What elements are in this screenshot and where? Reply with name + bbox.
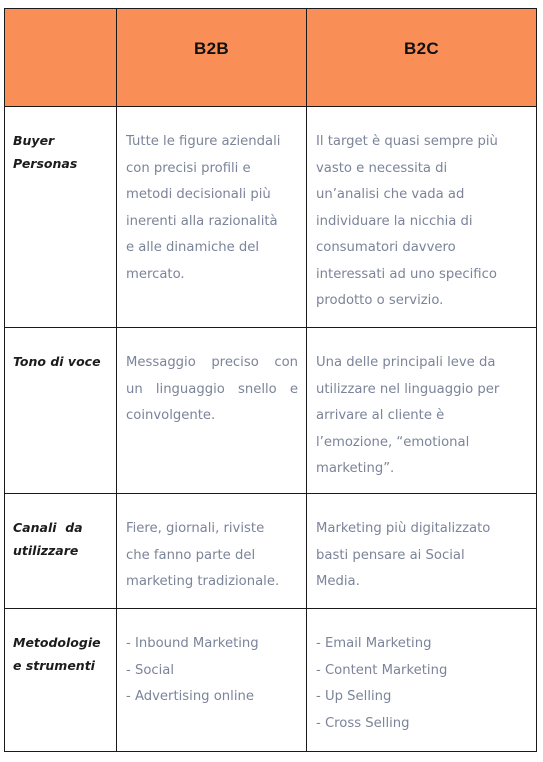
table-row-canali xyxy=(5,494,537,609)
cell-b2c-metodologie xyxy=(307,609,537,752)
cell-b2b-buyer-personas xyxy=(117,107,307,328)
cell-line: marketing tradizionale. xyxy=(126,574,280,589)
cell-b2b-tono-di-voce xyxy=(117,328,307,494)
cell-line: che fanno parte del xyxy=(126,547,256,563)
b2b-b2c-comparison-table xyxy=(4,8,537,752)
table-row-metodologie xyxy=(5,609,537,752)
cell-line: - Up Selling xyxy=(316,689,392,704)
cell-line: metodi decisionali più xyxy=(126,187,271,202)
cell-line: Il target è quasi sempre più xyxy=(316,134,498,149)
cell-line: - Email Marketing xyxy=(316,636,432,651)
cell-b2c-canali xyxy=(307,494,537,609)
cell-line: Tutte le figure aziendali xyxy=(126,134,281,149)
cell-line: - Advertising online xyxy=(126,689,254,704)
cell-line: individuare la nicchia di xyxy=(316,213,473,229)
row-label-line: utilizzare xyxy=(13,543,79,558)
cell-b2b-metodologie xyxy=(117,609,307,752)
header-b2b: B2B xyxy=(194,39,229,58)
row-label-metodologie xyxy=(5,609,117,752)
cell-line: marketing”. xyxy=(316,461,395,476)
cell-line: vasto e necessita di xyxy=(316,160,448,176)
table-row-tono-di-voce xyxy=(5,328,537,494)
header-empty-cell xyxy=(5,9,117,107)
row-label-line: Tono di voce xyxy=(13,354,101,369)
header-b2b-cell xyxy=(117,9,307,107)
cell-line: e alle dinamiche del xyxy=(126,240,260,255)
cell-line: prodotto o servizio. xyxy=(316,293,444,308)
cell-line: - Content Marketing xyxy=(316,662,448,678)
table-row-buyer-personas xyxy=(5,107,537,328)
cell-line: l’emozione, “emotional xyxy=(316,434,470,450)
cell-b2c-tono-di-voce xyxy=(307,328,537,494)
cell-line: basti pensare ai Social xyxy=(316,547,465,563)
cell-line: Una delle principali leve da xyxy=(316,355,496,370)
header-b2c: B2C xyxy=(404,39,439,58)
cell-line: utilizzare nel linguaggio per xyxy=(316,381,500,397)
cell-line: un linguaggio snello e xyxy=(126,381,298,397)
row-label-canali xyxy=(5,494,117,609)
header-row xyxy=(5,9,537,107)
cell-line: interessati ad uno specifico xyxy=(316,266,497,282)
cell-line: Fiere, giornali, riviste xyxy=(126,521,265,536)
cell-line: - Inbound Marketing xyxy=(126,636,259,651)
cell-line: Marketing più digitalizzato xyxy=(316,521,491,536)
row-label-line: e strumenti xyxy=(13,658,95,673)
cell-line: inerenti alla razionalità xyxy=(126,213,278,229)
header-b2c-cell xyxy=(307,9,537,107)
cell-line: coinvolgente. xyxy=(126,408,216,423)
cell-line: consumatori davvero xyxy=(316,240,456,255)
cell-line: Messaggio preciso con xyxy=(126,355,298,370)
cell-line: - Cross Selling xyxy=(316,715,410,731)
row-label-line: Metodologie xyxy=(13,635,101,650)
row-label-buyer-personas xyxy=(5,107,117,328)
cell-line: - Social xyxy=(126,662,175,678)
cell-line: Media. xyxy=(316,574,360,589)
row-label-line: Canali da xyxy=(13,520,83,535)
row-label-line: Personas xyxy=(13,156,78,171)
cell-b2c-buyer-personas xyxy=(307,107,537,328)
cell-line: un’analisi che vada ad xyxy=(316,187,465,202)
row-label-line: Buyer xyxy=(13,133,55,148)
cell-line: con precisi profili e xyxy=(126,160,251,176)
row-label-tono-di-voce xyxy=(5,328,117,494)
cell-b2b-canali xyxy=(117,494,307,609)
cell-line: mercato. xyxy=(126,266,185,282)
cell-line: arrivare al cliente è xyxy=(316,408,445,423)
